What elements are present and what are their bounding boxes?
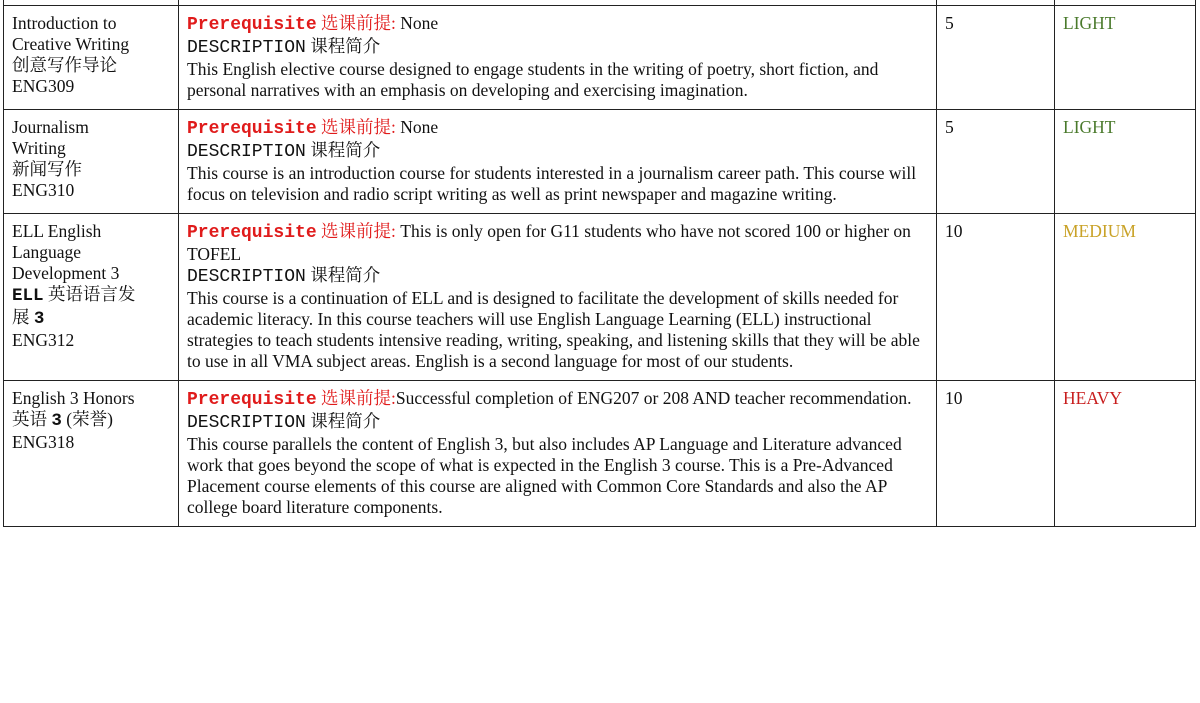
description-heading (187, 36, 928, 59)
course-name-line: Introduction to (12, 13, 117, 33)
course-description-cell (179, 381, 937, 527)
workload-cell: MEDIUM (1055, 214, 1196, 381)
credits-cell: 5 (937, 110, 1055, 214)
course-name-line: Language (12, 242, 81, 262)
course-name-line: ENG310 (12, 180, 75, 200)
description-label-cn: 课程简介 (310, 265, 381, 285)
description-label: DESCRIPTION (187, 413, 306, 433)
credits-cell: 5 (937, 6, 1055, 110)
description-text: This course is a continuation of ELL and is designed to facilitate the development of skills needed for academic literacy. In this course teachers will use English Language Learning (ELL) instructional strategies to teach students intensive reading, writing, speaking, and listening skills that they will be able to use in all VMA subject areas. English is a second language for most of our students. (187, 288, 920, 371)
course-description-cell (179, 6, 937, 110)
course-table (3, 0, 1196, 527)
course-name-line: ENG318 (12, 432, 75, 452)
description-label: DESCRIPTION (187, 38, 306, 58)
course-row-eng310 (4, 110, 1196, 214)
workload-cell: HEAVY (1055, 381, 1196, 527)
description-label-cn: 课程简介 (310, 411, 381, 431)
prerequisite-line (187, 388, 928, 411)
course-name-line: ELL 英语语言发 (12, 284, 136, 306)
prerequisite-label-cn: 选课前提: (321, 221, 396, 241)
course-name-line: 新闻写作 (12, 159, 82, 179)
course-name-line: Creative Writing (12, 34, 130, 54)
prerequisite-line (187, 221, 928, 265)
course-description-cell (179, 214, 937, 381)
course-name-line: Writing (12, 138, 66, 158)
prerequisite-value: None (395, 13, 439, 33)
course-row-eng312 (4, 214, 1196, 381)
course-table-body (4, 0, 1196, 527)
prerequisite-label: Prerequisite (187, 15, 317, 35)
prerequisite-line (187, 117, 928, 140)
course-description-cell (179, 110, 937, 214)
course-name-line: Development 3 (12, 263, 120, 283)
description-heading (187, 411, 928, 434)
description-label-cn: 课程简介 (310, 140, 381, 160)
course-name-line: 创意写作导论 (12, 55, 117, 75)
prerequisite-label: Prerequisite (187, 223, 317, 243)
course-name-line: ELL English (12, 221, 102, 241)
prerequisite-line (187, 13, 928, 36)
prerequisite-label-cn: 选课前提: (321, 13, 396, 33)
workload-cell: LIGHT (1055, 6, 1196, 110)
course-name-cell (4, 6, 179, 110)
description-label-cn: 课程简介 (310, 36, 381, 56)
description-label: DESCRIPTION (187, 142, 306, 162)
course-row-eng318 (4, 381, 1196, 527)
credits-cell: 10 (937, 381, 1055, 527)
prerequisite-value: This is only open for G11 students who have not scored 100 or higher on TOFEL (187, 221, 911, 264)
description-heading (187, 265, 928, 288)
credits-cell: 10 (937, 214, 1055, 381)
description-text: This English elective course designed to engage students in the writing of poetry, short fiction, and personal narratives with an emphasis on developing and exercising imagination. (187, 59, 879, 100)
course-name-cell (4, 110, 179, 214)
course-name-line: ENG309 (12, 76, 75, 96)
prerequisite-value: Successful completion of ENG207 or 208 AND teacher recommendation. (395, 388, 912, 408)
prerequisite-label-cn: 选课前提: (321, 117, 396, 137)
course-name-cell (4, 214, 179, 381)
prerequisite-label-cn: 选课前提: (321, 388, 396, 408)
description-text: This course is an introduction course for students interested in a journalism career path. This course will focus on television and radio script writing as well as print newspaper and magazine writing. (187, 163, 917, 204)
workload-cell: LIGHT (1055, 110, 1196, 214)
prerequisite-label: Prerequisite (187, 119, 317, 139)
prerequisite-value: None (395, 117, 439, 137)
description-label: DESCRIPTION (187, 267, 306, 287)
course-row-eng309 (4, 6, 1196, 110)
course-name-line: 英语 3 (荣誉) (12, 409, 113, 431)
course-name-line: English 3 Honors (12, 388, 135, 408)
course-name-line: ENG312 (12, 330, 75, 350)
course-name-cell (4, 381, 179, 527)
prerequisite-label: Prerequisite (187, 390, 317, 410)
description-heading (187, 140, 928, 163)
course-name-line: Journalism (12, 117, 89, 137)
course-name-line: 展 3 (12, 307, 45, 329)
description-text: This course parallels the content of English 3, but also includes AP Language and Literature advanced work that goes beyond the scope of what is expected in the English 3 course. This is a Pre-Advanced Placement course elements of this course are aligned with Common Core Standards and also the AP college board literature components. (187, 434, 902, 517)
